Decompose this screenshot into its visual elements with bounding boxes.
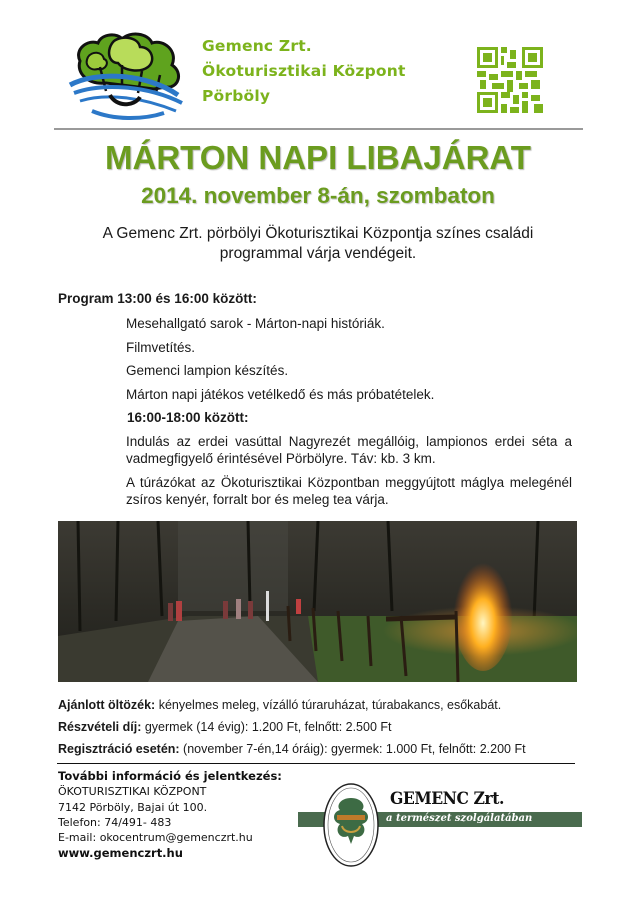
- evening-walk-paragraph: Indulás az erdei vasúttal Nagyrezét megállóig, lampionos erdei séta a vadmegfigyelő érintésével Pörbölyre. Táv: kb. 3 km.: [126, 434, 572, 466]
- website-link[interactable]: www.gemenczrt.hu: [58, 846, 183, 860]
- contact-address: 7142 Pörböly, Bajai út 100.: [58, 801, 208, 814]
- info-label: Ajánlott öltözék:: [58, 698, 156, 712]
- program-item: Mesehallgató sarok - Márton-napi históriák.: [126, 316, 385, 331]
- intro-text: A Gemenc Zrt. pörbölyi Ökoturisztikai Központja színes családi programmal várja vendégeit.: [102, 225, 534, 262]
- recommended-clothing: [58, 698, 501, 712]
- info-label: Regisztráció esetén:: [58, 742, 180, 756]
- header-divider: [54, 128, 583, 130]
- footer-divider: [57, 763, 575, 764]
- tree-eye-logo-icon: [66, 27, 192, 123]
- gemenc-tagline: a természet szolgálatában: [386, 813, 533, 824]
- org-center: Ökoturisztikai Központ: [202, 62, 406, 80]
- contact-name: ÖKOTURISZTIKAI KÖZPONT: [58, 785, 207, 798]
- contact-phone: Telefon: 74/491- 483: [58, 816, 172, 829]
- info-value: gyermek (14 évig): 1.200 Ft, felnőtt: 2.500 Ft: [141, 720, 392, 734]
- qr-code-icon[interactable]: [477, 47, 543, 113]
- event-photo: [58, 521, 577, 682]
- participation-fee: [58, 720, 392, 734]
- org-name: Gemenc Zrt.: [202, 37, 312, 55]
- bonfire-paragraph: A túrázókat az Ökoturisztikai Központban meggyújtott máglya melegénél zsíros kenyér, forralt bor és meleg tea várja.: [126, 475, 572, 507]
- evening-program-heading: 16:00-18:00 között:: [127, 410, 249, 425]
- org-location: Pörböly: [202, 87, 271, 105]
- contact-email[interactable]: E-mail: okocentrum@gemenczrt.hu: [58, 831, 253, 844]
- program-heading: Program 13:00 és 16:00 között:: [58, 291, 257, 306]
- program-item: Filmvetítés.: [126, 340, 196, 355]
- program-item: Márton napi játékos vetélkedő és más próbatételek.: [126, 387, 435, 402]
- oak-leaf-emblem-icon: [322, 782, 380, 868]
- registration-fee: [58, 742, 526, 756]
- event-title: MÁRTON NAPI LIBAJÁRAT: [105, 139, 531, 176]
- program-item: Gemenci lampion készítés.: [126, 363, 289, 378]
- event-date: 2014. november 8-án, szombaton: [141, 183, 495, 208]
- info-value: kényelmes meleg, vízálló túraruházat, túrabakancs, esőkabát.: [155, 698, 502, 712]
- info-value: (november 7-én,14 óráig): gyermek: 1.000 Ft, felnőtt: 2.200 Ft: [179, 742, 526, 756]
- info-label: Részvételi díj:: [58, 720, 142, 734]
- contact-heading: További információ és jelentkezés:: [58, 769, 282, 783]
- gemenc-brand-name: GEMENC Zrt.: [390, 789, 504, 809]
